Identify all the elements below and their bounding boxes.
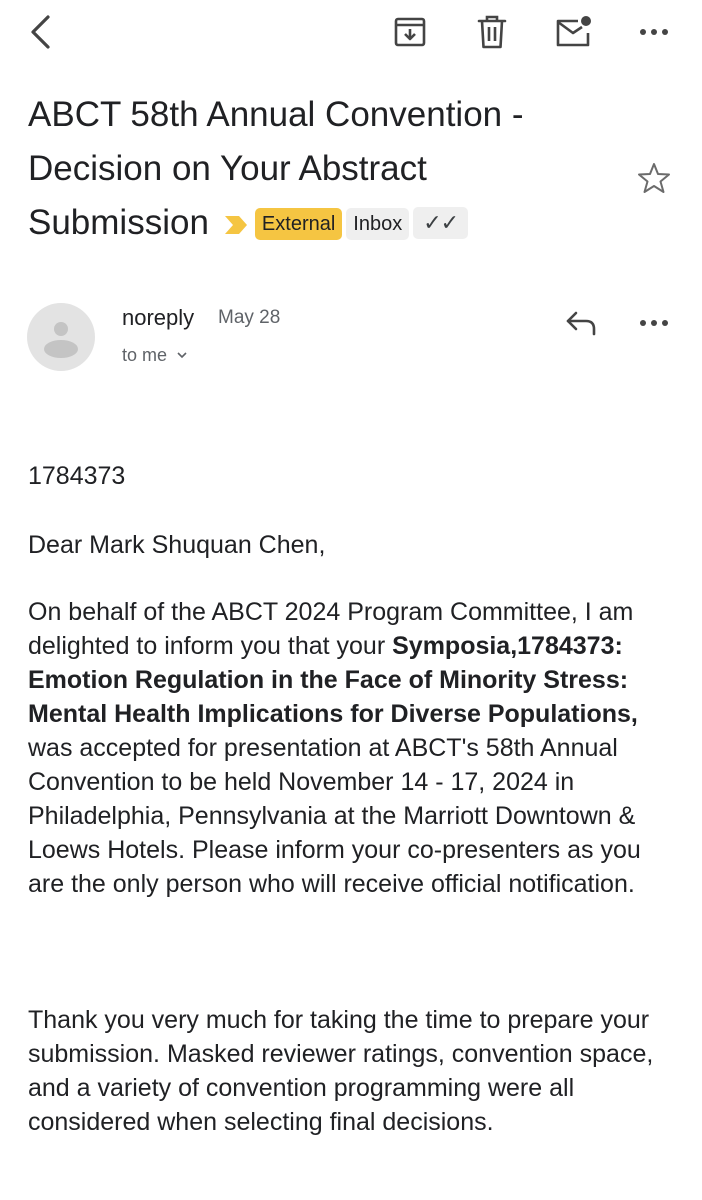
person-icon [27, 303, 95, 371]
mark-unread-button[interactable] [552, 10, 596, 52]
sender-name[interactable]: noreply [122, 305, 195, 330]
more-horizontal-icon [639, 28, 669, 36]
label-check[interactable]: ✓✓ [413, 207, 468, 239]
label-inbox[interactable]: Inbox [346, 208, 409, 240]
body-paragraph-2: Thank you very much for taking the time to prepare your submission. Masked reviewer ratings, convention space, and a variety of convention programming were all considered when selecting final decisions. [28, 1006, 654, 1136]
reply-icon [564, 309, 598, 337]
recipient-label: to me [122, 345, 168, 365]
message-more-button[interactable] [634, 306, 674, 340]
body-id-line: 1784373 [28, 462, 126, 490]
reply-button[interactable] [560, 304, 602, 342]
label-external[interactable]: External [255, 208, 342, 240]
delete-button[interactable] [470, 12, 514, 52]
p1-intro: On behalf of the ABCT 2024 Program Committee, I am delighted to inform you that your [28, 598, 634, 660]
body-greeting: Dear Mark Shuquan Chen, [28, 531, 326, 559]
message-date: May 28 [218, 307, 281, 328]
trash-icon [477, 15, 507, 49]
mark-unread-icon [554, 13, 594, 49]
more-options-button[interactable] [634, 14, 674, 50]
subject-text: ABCT 58th Annual Convention - Decision on Your Abstract Submission [28, 95, 524, 242]
back-button[interactable] [20, 12, 60, 52]
important-marker-icon[interactable] [223, 214, 249, 236]
abstract-title: Symposia,1784373: Emotion Regulation in the Face of Minority Stress: Mental Health Implications for Diverse Populations, [28, 632, 638, 728]
star-button[interactable] [634, 158, 674, 198]
archive-icon [393, 16, 427, 48]
recipient-details[interactable] [122, 345, 188, 366]
archive-button[interactable] [388, 12, 432, 52]
back-arrow-icon [28, 14, 52, 50]
email-subject [28, 88, 588, 250]
avatar[interactable] [27, 303, 95, 371]
p1-rest: was accepted for presentation at ABCT's 58th Annual Convention to be held November 14 - 17, 2024 in Philadelphia, Pennsylvania at the Marriott Downtown & Loews Hotels. Please inform your co-presenters as you are the only person who will receive official notification. [28, 734, 641, 898]
chevron-down-icon [176, 350, 188, 360]
star-icon [637, 161, 671, 195]
more-horizontal-icon [639, 319, 669, 327]
body-paragraph-1 [28, 595, 678, 901]
